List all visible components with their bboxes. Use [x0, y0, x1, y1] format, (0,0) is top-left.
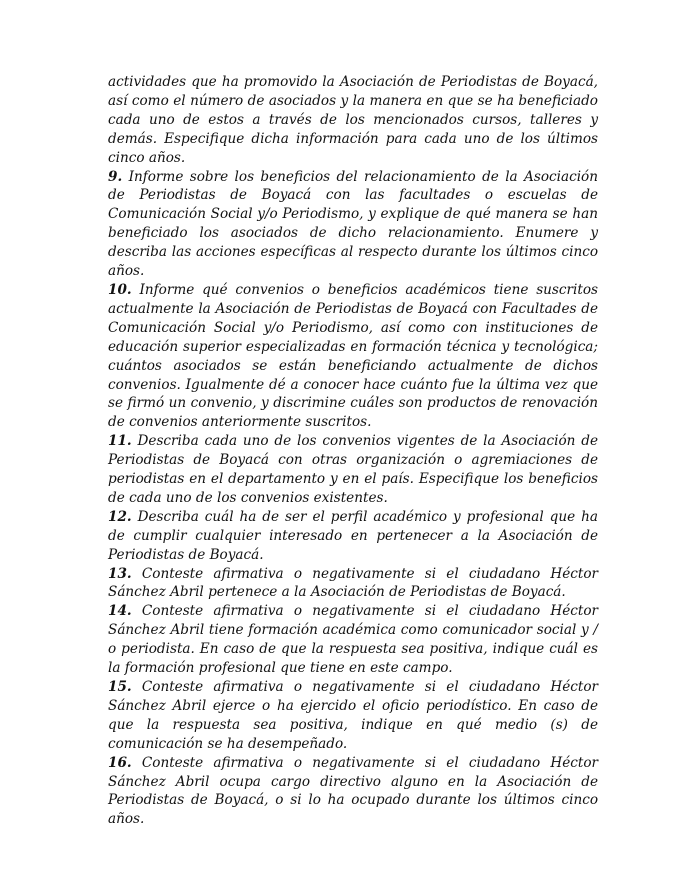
question-13: [108, 565, 598, 603]
question-15: [108, 678, 598, 754]
question-11: [108, 432, 598, 508]
question-text: Describa cuál ha de ser el perfil académico y profesional que ha de cumplir cualquier interesado en pertenecer a la Asociación de Periodistas de Boyacá.: [108, 508, 598, 563]
question-12: [108, 508, 598, 565]
question-text: Informe qué convenios o beneficios académicos tiene suscritos actualmente la Asociación de Periodistas de Boyacá con Facultades de Comunicación Social y/o Periodismo, así como con instituciones de educación superior especializadas en formación técnica y tecnológica; cuántos asociados se están beneficiando actualmente de dichos convenios. Igualmente dé a conocer hace cuánto fue la última vez que se firmó un convenio, y discrimine cuáles son productos de renovación de convenios anteriormente suscritos.: [108, 281, 598, 431]
question-text: Conteste afirmativa o negativamente si el ciudadano Héctor Sánchez Abril pertenece a la Asociación de Periodistas de Boyacá.: [108, 565, 599, 601]
intro-paragraph: actividades que ha promovido la Asociación de Periodistas de Boyacá, así como el número de asociados y la manera en que se ha beneficiado cada uno de estos a través de los mencionados cursos, talleres y demás. Especifique dicha información para cada uno de los últimos cinco años.: [108, 74, 598, 166]
question-10: [108, 281, 598, 432]
question-number: 15.: [108, 679, 132, 695]
question-number: 10.: [108, 281, 132, 298]
question-text: Conteste afirmativa o negativamente si el ciudadano Héctor Sánchez Abril ocupa cargo directivo alguno en la Asociación de Periodistas de Boyacá, o si lo ha ocupado durante los últimos cinco años.: [108, 754, 599, 828]
question-text: Informe sobre los beneficios del relacionamiento de la Asociación de Periodistas de Boyacá con las facultades o escuelas de Comunicación Social y/o Periodismo, y explique de qué manera se han beneficiado los asociados de dicho relacionamiento. Enumere y describa las acciones específicas al respecto durante los últimos cinco años.: [108, 168, 598, 280]
question-text: Describa cada uno de los convenios vigentes de la Asociación de Periodistas de Boyacá con otras organización o agremiaciones de periodistas en el departamento y en el país. Especifique los beneficios de cada uno de los convenios existentes.: [108, 433, 598, 506]
question-number: 13.: [108, 565, 132, 582]
question-9: [108, 168, 598, 281]
question-number: 9.: [108, 168, 123, 185]
question-number: 11.: [108, 433, 132, 450]
question-number: 16.: [108, 754, 132, 771]
question-text: Conteste afirmativa o negativamente si el ciudadano Héctor Sánchez Abril tiene formación académica como comunicador social y / o periodista. En caso de que la respuesta sea positiva, indique cuál es la formación profesional que tiene en este campo.: [108, 603, 599, 677]
question-text: Conteste afirmativa o negativamente si el ciudadano Héctor Sánchez Abril ejerce o ha ejercido el oficio periodístico. En caso de que la respuesta sea positiva, indique en qué medio (s) de comunicación se ha desempeñado.: [108, 679, 599, 752]
document-page: [108, 73, 598, 829]
question-number: 14.: [108, 603, 132, 620]
question-number: 12.: [108, 508, 132, 525]
question-16: [108, 754, 598, 830]
question-14: [108, 602, 598, 678]
